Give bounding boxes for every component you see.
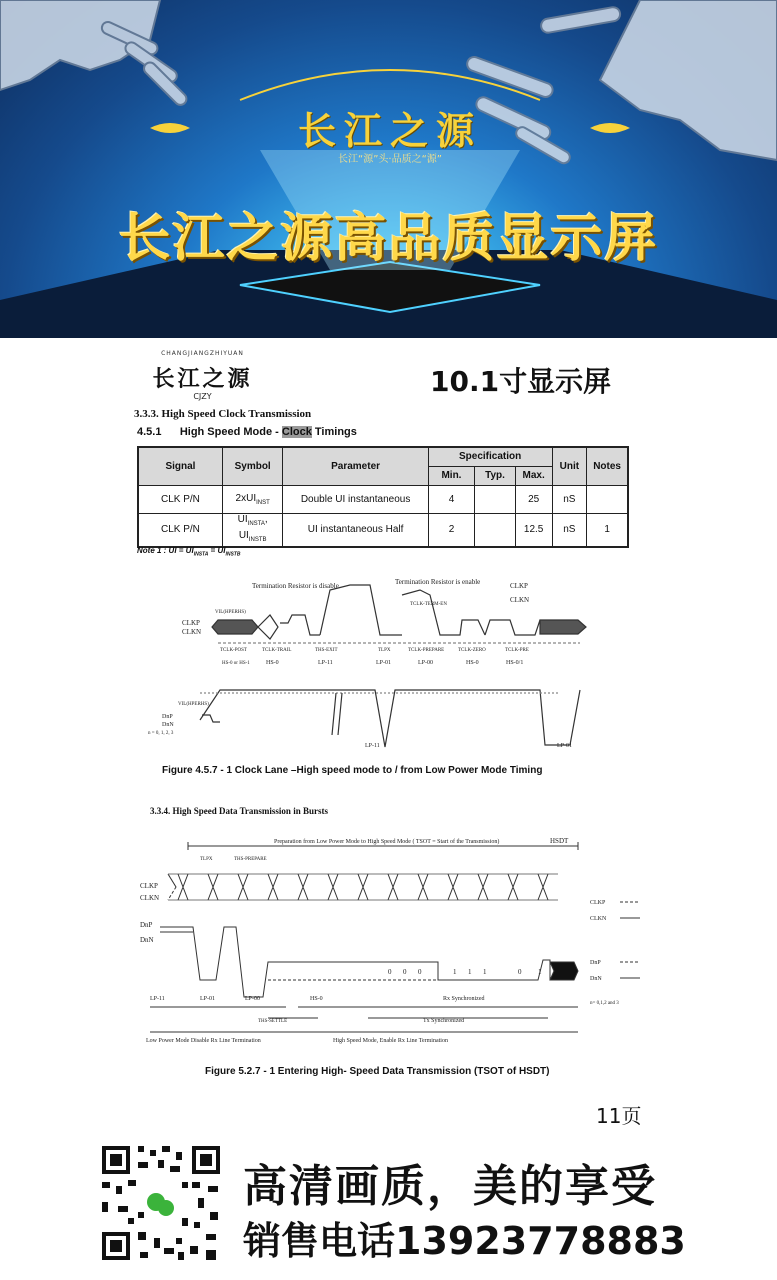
fig2-rx-sync: Rx Synchronized [443, 996, 485, 1002]
slogan-line-1: 高清画质，美的享受 [243, 1161, 657, 1212]
banner-subtitle: 长江“源”头·品质之“源” [338, 154, 442, 165]
cell-typ [475, 485, 516, 513]
fig2-legend-clkp: CLKP [590, 900, 606, 906]
header-specification: Specification [428, 447, 552, 466]
promo-banner [0, 0, 777, 338]
subsection-number: 4.5.1 [137, 426, 162, 438]
logo-arc-text: CHANGJIANGZHIYUAN [161, 350, 244, 357]
sales-phone[interactable]: 销售电话13923778883 [243, 1219, 686, 1263]
banner-artwork [0, 0, 777, 338]
section-heading-333: 3.3.3. High Speed Clock Transmission [134, 408, 312, 420]
fig1-vih: VIL(HPERHS) [178, 702, 209, 707]
page-number: 11页 [596, 1104, 642, 1128]
fig1-lp01-b: LP-01 [557, 743, 572, 749]
fig1-legend-clkn: CLKN [510, 596, 530, 604]
logo-bottom-text: CJZY [193, 392, 212, 401]
fig2-lp00: LP-00 [245, 996, 260, 1002]
fig2-clkp: CLKP [140, 882, 158, 890]
note-eq: = UI [208, 546, 226, 555]
fig2-tlpx: TLPX [200, 857, 213, 862]
table-row [138, 513, 628, 547]
cell-min: 4 [428, 485, 474, 513]
fig2-tx-sync: Tx Synchronized [423, 1018, 465, 1024]
cell-parameter: Double UI instantaneous [283, 485, 428, 513]
fig2-dnn: DnN [140, 936, 154, 944]
symbol-subscript: INST [256, 499, 270, 506]
symbol-subscript-2: INSTB [248, 536, 267, 543]
header-symbol: Symbol [222, 447, 283, 485]
symbol-text: 2xUI [235, 492, 257, 504]
fig1-tclk-prepare: TCLK-PREPARE [408, 648, 445, 653]
note-sub-b: INSTB [225, 551, 241, 558]
fig1-legend-clkp: CLKP [510, 582, 528, 590]
fig1-term-enable: Termination Resistor is enable [395, 578, 481, 586]
table-row [138, 485, 628, 513]
fig1-hs0b: HS-0 [466, 660, 479, 666]
fig1-dnp: DnP [162, 714, 173, 720]
subsection-suffix: Timings [311, 426, 357, 438]
fig1-n-vals: n = 0, 1, 2, 3 [148, 731, 174, 736]
banner-title: 长江之源高品质显示屏 [118, 209, 659, 269]
figure1-caption: Figure 4.5.7 - 1 Clock Lane –High speed mode to / from Low Power Mode Timing [162, 765, 543, 776]
header-parameter: Parameter [283, 447, 428, 485]
fig2-lp-mode: Low Power Mode Disable Rx Line Termination [146, 1038, 261, 1044]
fig1-tclk-term-en: TCLK-TERM-EN [410, 602, 447, 607]
fig1-lp11-b: LP-11 [365, 743, 380, 749]
fig2-dnp: DnP [140, 921, 153, 929]
fig2-legend-dnn: DnN [590, 976, 602, 982]
fig1-dnn: DnN [162, 722, 174, 728]
highlighted-word: Clock [281, 426, 312, 438]
fig2-legend-dnp: DnP [590, 960, 601, 966]
note-text: Note 1 : UI = UI [137, 546, 194, 555]
fig2-hs-mode: High Speed Mode, Enable Rx Line Termination [333, 1038, 448, 1044]
fig1-sig-clkp: CLKP [182, 619, 200, 627]
fig2-lp01: LP-01 [200, 996, 215, 1002]
logo-brand-text: 长江之源 [152, 366, 253, 392]
hs-data-transmission-diagram [138, 832, 648, 1047]
cell-parameter: UI instantaneous Half [283, 513, 428, 547]
cell-signal: CLK P/N [138, 513, 222, 547]
fig2-lp11: LP-11 [150, 996, 165, 1002]
cell-unit: nS [552, 513, 587, 547]
fig1-vil: VIL(HPERHS) [215, 610, 246, 615]
fig2-ths-settle: THS-SETTLE [258, 1019, 288, 1024]
cell-max: 12.5 [515, 513, 552, 547]
fig1-hs01: HS-0/1 [506, 660, 524, 666]
product-size-title: 10.1寸显示屏 [430, 365, 612, 398]
spec-table [137, 446, 629, 548]
fig2-bit: 0 [518, 968, 522, 976]
header-min: Min. [428, 466, 474, 485]
fig2-legend-n: n= 0,1,2 and 3 [590, 1001, 619, 1006]
fig1-lp11: LP-11 [318, 660, 333, 666]
cell-signal: CLK P/N [138, 485, 222, 513]
fig2-bit: 1 [453, 968, 457, 976]
symbol-text: UI [237, 513, 248, 525]
section-heading-334: 3.3.4. High Speed Data Transmission in Bursts [150, 806, 328, 816]
fig1-tclk-post: TCLK-POST [220, 648, 247, 653]
fig2-prep: Preparation from Low Power Mode to High Speed Mode ( TSOT = Start of the Transmission) [274, 839, 500, 845]
wechat-qr-code[interactable] [98, 1142, 224, 1264]
fig2-legend-clkn: CLKN [590, 916, 607, 922]
fig2-bit: 1 [483, 968, 487, 976]
fig2-ths-prepare: THS-PREPARE [234, 857, 267, 862]
symbol-text-2: UI [238, 529, 249, 541]
clock-lane-timing-diagram [140, 575, 600, 755]
cell-unit: nS [552, 485, 587, 513]
header-unit: Unit [552, 447, 587, 485]
fig2-bit: 1 [468, 968, 472, 976]
fig2-bit: 0 [403, 968, 407, 976]
fig2-bit: 0 [418, 968, 422, 976]
fig2-bit: 0 [388, 968, 392, 976]
fig2-bit: 1 [538, 968, 542, 976]
header-notes: Notes [587, 447, 628, 485]
table-note [137, 546, 240, 558]
fig1-tclk-zero: TCLK-ZERO [458, 648, 486, 653]
fig1-hs0-or-hs1: HS-0 or HS-1 [222, 661, 250, 666]
fig2-clkn: CLKN [140, 894, 160, 902]
cell-symbol: $UI_{INSTA}$, $UI_{INSTB}$ [222, 513, 283, 547]
fig1-tclk-pre: TCLK-PRE [505, 648, 529, 653]
banner-logo-text: 长江之源 [297, 108, 482, 153]
cell-symbol [222, 485, 283, 513]
symbol-subscript: INSTA [247, 520, 265, 527]
header-typ: Typ. [475, 466, 516, 485]
cell-max: 25 [515, 485, 552, 513]
cell-min: 2 [428, 513, 474, 547]
fig2-hs0: HS-0 [310, 996, 323, 1002]
fig1-lp00: LP-00 [418, 660, 433, 666]
subsection-prefix: High Speed Mode - [179, 426, 282, 438]
note-sub-a: INSTA [193, 551, 209, 558]
fig1-hs0a: HS-0 [266, 660, 279, 666]
fig1-lp01: LP-01 [376, 660, 391, 666]
subsection-heading-451 [137, 426, 357, 438]
document-logo [130, 350, 275, 405]
cell-typ [475, 513, 516, 547]
figure2-caption: Figure 5.2.7 - 1 Entering High- Speed Data Transmission (TSOT of HSDT) [205, 1066, 550, 1077]
fig1-sig-clkn: CLKN [182, 628, 202, 636]
fig1-ths-exit: THS-EXIT [315, 648, 338, 653]
cell-notes [587, 485, 628, 513]
header-signal: Signal [138, 447, 222, 485]
fig2-hsdt: HSDT [550, 837, 569, 845]
cell-notes: 1 [587, 513, 628, 547]
header-max: Max. [515, 466, 552, 485]
fig1-tclk-trail: TCLK-TRAIL [262, 648, 292, 653]
fig1-tlpx: TLPX [378, 648, 391, 653]
fig1-term-disable: Termination Resistor is disable [252, 582, 339, 590]
